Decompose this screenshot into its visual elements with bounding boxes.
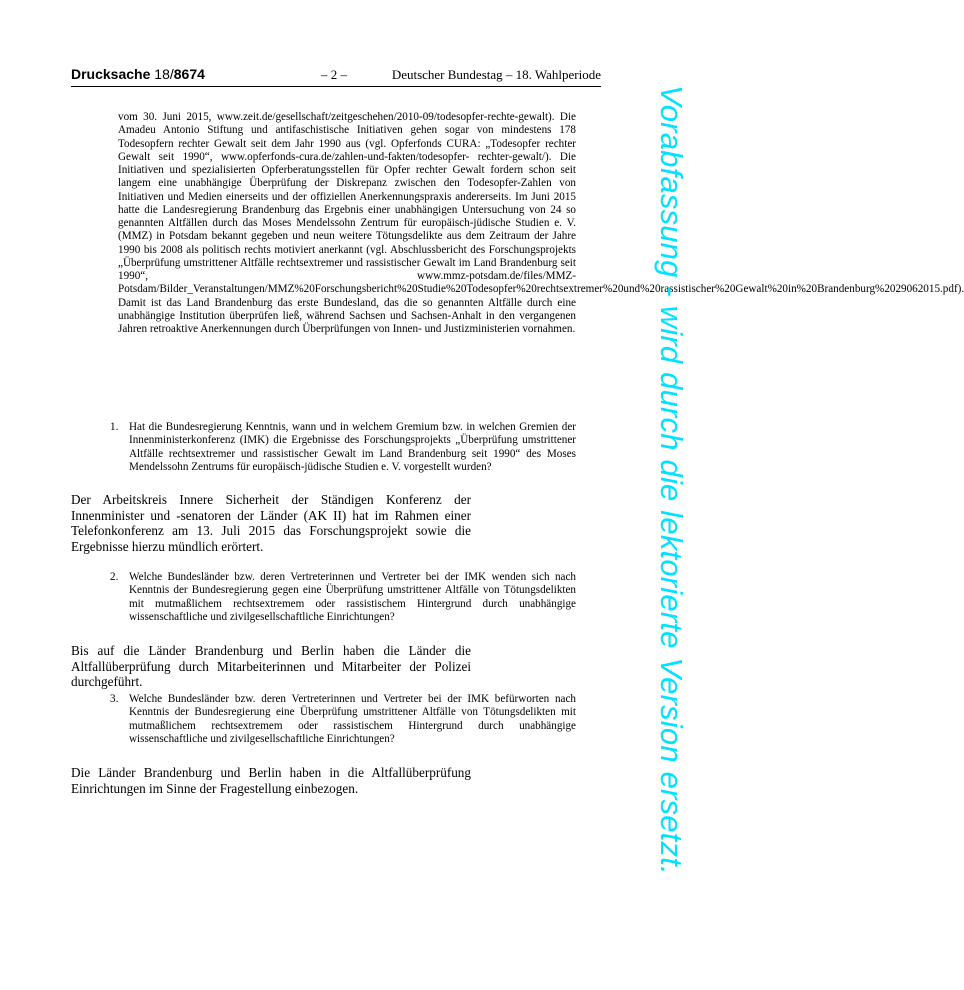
question-text: Welche Bundesländer bzw. deren Vertreterinnen und Vertreter bei der IMK befürworten nach Kenntnis der Bundesregierung eine Überprüfung umstrittener Altfälle von Tötungsdelikten mit mutmaßlichem rechtsextremem oder rassistischem Hintergrund durch unabhängige wissenschaftliche und zivilgesellschaftliche Einrichtungen? bbox=[129, 693, 576, 745]
document-number-value: 8674 bbox=[173, 66, 205, 82]
page-number: – 2 – bbox=[321, 67, 347, 82]
question-number: 1. bbox=[110, 421, 119, 433]
document-number bbox=[71, 66, 205, 82]
page-header bbox=[71, 66, 601, 86]
question-text: Welche Bundesländer bzw. deren Vertreterinnen und Vertreter bei der IMK wenden sich nach Kenntnis der Bundesregierung gegen eine Überprüfung umstrittener Altfälle von Tötungsdelikten mit mutmaßlichem rechtsextremem oder rassistischem Hintergrund durch unabhängige wissenschaftliche und zivilgesellschaftliche Einrichtungen? bbox=[129, 571, 576, 623]
document-number-prefix: 18/ bbox=[154, 66, 174, 82]
answer-1: Der Arbeitskreis Innere Sicherheit der Ständigen Konferenz der Innenminister und -senatoren der Länder (AK II) hat im Rahmen einer Telefonkonferenz am 13. Juli 2015 das Forschungsprojekt sowie die Ergebnisse hierzu mündlich erörtert. bbox=[71, 492, 471, 554]
publisher: Deutscher Bundestag – 18. Wahlperiode bbox=[391, 67, 601, 82]
draft-watermark bbox=[651, 85, 691, 910]
question-number: 2. bbox=[110, 571, 119, 583]
header-divider bbox=[71, 86, 601, 87]
question-text: Hat die Bundesregierung Kenntnis, wann und in welchem Gremium bzw. in welchen Gremien der Innenministerkonferenz (IMK) die Ergebnisse des Forschungsprojekts „Überprüfung umstrittener Altfälle rechtsextremer und rassistischer Gewalt im Land Brandenburg seit 1990“ des Moses Mendelssohn Zentrums für europäisch-jüdische Studien e. V. vorgestellt wurden? bbox=[129, 421, 576, 473]
answer-2: Bis auf die Länder Brandenburg und Berlin haben die Länder die Altfallüberprüfung durch Mitarbeiterinnen und Mitarbeiter der Polizei durchgeführt. bbox=[71, 643, 471, 690]
document-label: Drucksache bbox=[71, 66, 151, 82]
question-3 bbox=[110, 693, 576, 746]
question-1 bbox=[110, 421, 576, 474]
preamble-text: vom 30. Juni 2015, www.zeit.de/gesellschaft/zeitgeschehen/2010-09/todesopfer-rechte-gewalt). Die Amadeu Antonio Stiftung und antifaschistische Initiativen gehen sogar von mindestens 178 Todesopfern rechter Gewalt seit dem Jahr 1990 aus (vgl. Opferfonds CURA: „Todesopfer rechter Gewalt seit 1990“, www.opferfonds-cura.de/zahlen-und-fakten/todesopfer- rechter-gewalt/). Die Initiativen und spezialisierten Opferberatungsstellen für Opfer rechter Gewalt fordern schon seit langem eine unabhängige Überprüfung der Diskrepanz zwischen den Todesopfer-Zahlen von Initiativen und Medien einerseits und der offiziellen Anerkennungspraxis andererseits. Im Juni 2015 hatte die Landesregierung Brandenburg das Ergebnis einer unabhängigen Untersuchung von 24 so genannten Altfällen durch das Moses Mendelssohn Zentrum für europäisch-jüdische Studien e. V. (MMZ) in Potsdam bekannt gegeben und neun weitere Tötungsdelikte aus dem Zeitraum der Jahre 1990 bis 2008 als politisch rechts motiviert anerkannt (vgl. Abschlussbericht des Forschungsprojekts „Überprüfung umstrittener Altfälle rechtsextremer und rassistischer Gewalt im Land Brandenburg seit 1990“, www.mmz-potsdam.de/files/MMZ-Potsdam/Bilder_Veranstaltungen/MMZ%20Forschungsbericht%20Studie%20Todesopfer%20rechtsextremer%20und%20rassistischer%20Gewalt%20in%20Brandenburg%2029062015.pdf). Damit ist das Land Brandenburg das erste Bundesland, das die so genannten Altfälle durch eine unabhängige Institution überprüfen ließ, während Sachsen und Sachsen-Anhalt in den vergangenen Jahren retroaktive Anerkennungen durch Überprüfungen von Innen- und Justizministerien vornahmen. bbox=[118, 111, 964, 335]
question-number: 3. bbox=[110, 693, 119, 705]
watermark-text: Vorabfassung - wird durch die lektorierte Version ersetzt. bbox=[654, 85, 689, 875]
answer-3: Die Länder Brandenburg und Berlin haben in die Altfallüberprüfung Einrichtungen im Sinne der Fragestellung einbezogen. bbox=[71, 765, 471, 796]
question-2 bbox=[110, 571, 576, 624]
